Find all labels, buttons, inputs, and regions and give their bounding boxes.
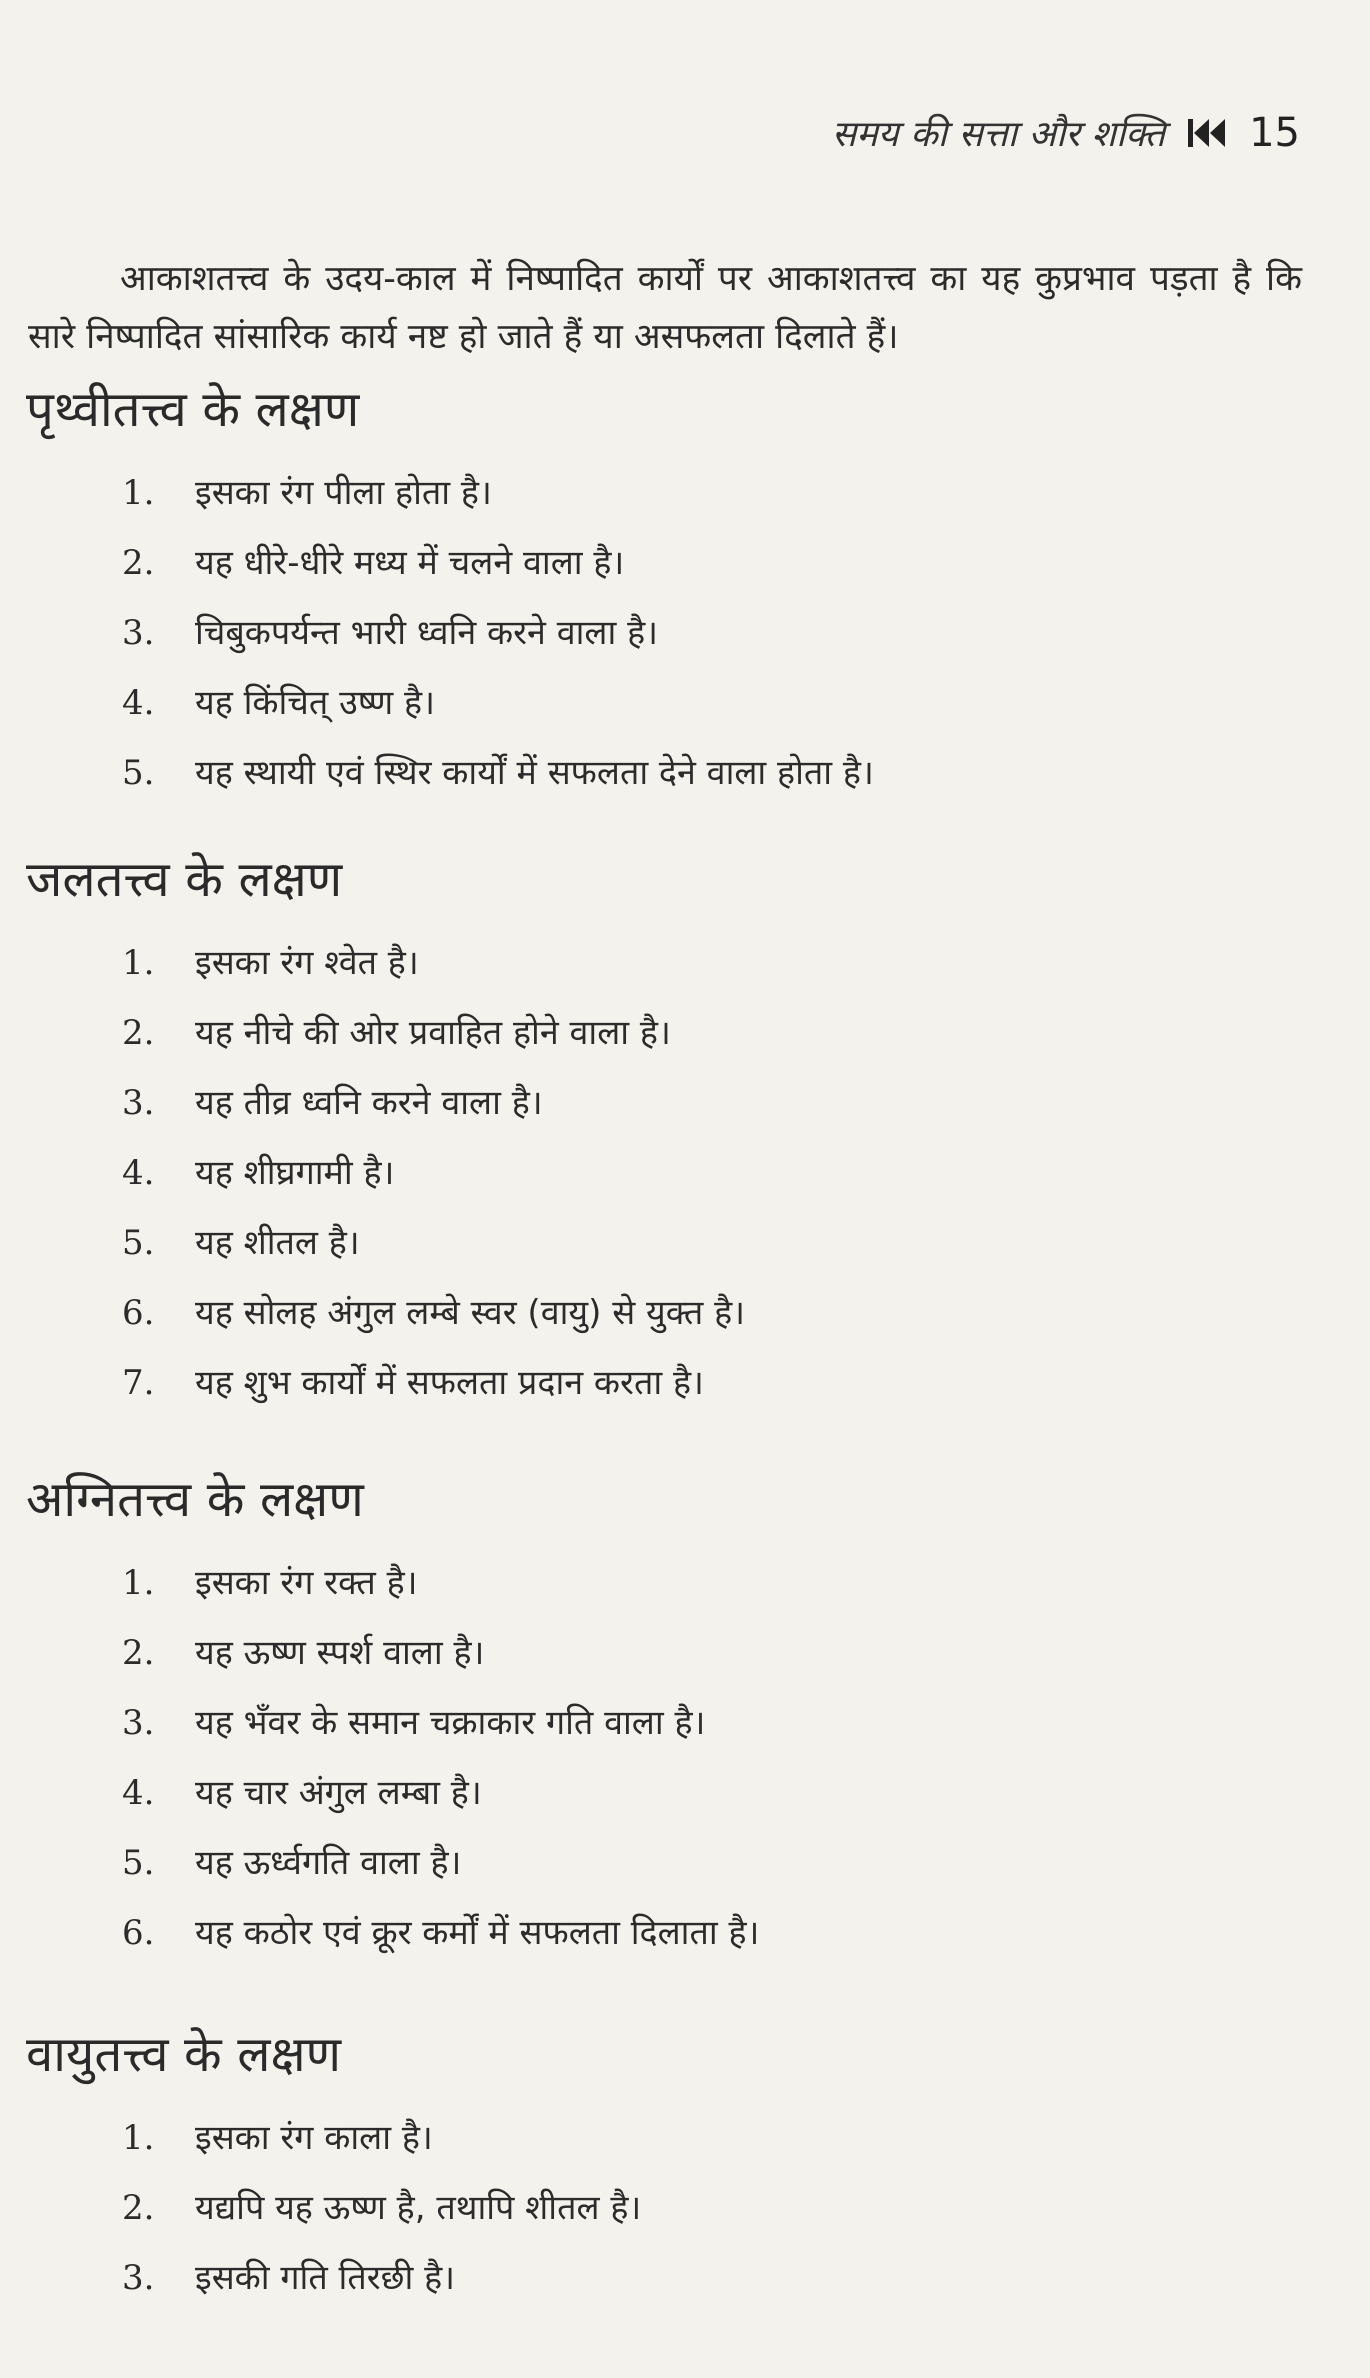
item-text: यह ऊष्ण स्पर्श वाला है। [195, 1633, 485, 1673]
item-number: 4. [122, 683, 155, 723]
item-text: यह नीचे की ओर प्रवाहित होने वाला है। [195, 1013, 671, 1053]
item-text: यह कठोर एवं क्रूर कर्मों में सफलता दिलाता है। [195, 1913, 760, 1953]
item-number: 4. [122, 1773, 155, 1813]
item-text: यह चार अंगुल लम्बा है। [195, 1773, 482, 1813]
item-number: 2. [122, 1633, 155, 1673]
section-title: वायुतत्त्व के लक्षण [26, 2026, 342, 2083]
item-number: 3. [122, 613, 155, 653]
item-text: इसका रंग रक्त है। [195, 1563, 418, 1603]
item-number: 2. [122, 1013, 155, 1053]
item-number: 4. [122, 1153, 155, 1193]
item-number: 2. [122, 2188, 155, 2228]
item-text: यह शीतल है। [195, 1223, 360, 1263]
item-text: यह भँवर के समान चक्राकार गति वाला है। [195, 1703, 706, 1743]
item-text: यह स्थायी एवं स्थिर कार्यों में सफलता देने वाला होता है। [195, 753, 874, 793]
section-title: जलतत्त्व के लक्षण [26, 851, 343, 908]
item-number: 3. [122, 1703, 155, 1743]
item-text: चिबुकपर्यन्त भारी ध्वनि करने वाला है। [195, 613, 659, 653]
item-text: यह सोलह अंगुल लम्बे स्वर (वायु) से युक्त है। [195, 1293, 746, 1333]
item-number: 3. [122, 1083, 155, 1123]
item-number: 3. [122, 2258, 155, 2298]
item-text: यह ऊर्ध्वगति वाला है। [195, 1843, 462, 1883]
running-title: समय की सत्ता और शक्ति [831, 114, 1166, 155]
rewind-icon [1187, 116, 1227, 150]
item-number: 1. [122, 473, 155, 513]
item-text: यह धीरे-धीरे मध्य में चलने वाला है। [195, 543, 625, 583]
item-text: यद्यपि यह ऊष्ण है, तथापि शीतल है। [195, 2188, 642, 2228]
item-text: यह शुभ कार्यों में सफलता प्रदान करता है। [195, 1363, 704, 1403]
item-number: 1. [122, 1563, 155, 1603]
item-number: 5. [122, 1223, 155, 1263]
item-number: 7. [122, 1363, 155, 1403]
section-title: अग्नितत्त्व के लक्षण [26, 1471, 364, 1528]
intro-paragraph: आकाशतत्त्व के उदय-काल में निष्पादित कार्यों पर आकाशतत्त्व का यह कुप्रभाव पड़ता है कि सारे निष्पादित सांसारिक कार्य नष्ट हो जाते हैं या असफलता दिलाते हैं। [28, 259, 1302, 357]
item-number: 6. [122, 1293, 155, 1333]
item-text: यह किंचित् उष्ण है। [195, 683, 435, 723]
section-title: पृथ्वीतत्त्व के लक्षण [26, 381, 360, 438]
item-text: इसकी गति तिरछी है। [195, 2258, 456, 2298]
item-number: 1. [122, 2118, 155, 2158]
item-number: 6. [122, 1913, 155, 1953]
item-number: 2. [122, 543, 155, 583]
item-text: इसका रंग पीला होता है। [195, 473, 492, 513]
item-number: 5. [122, 753, 155, 793]
running-header [832, 108, 1300, 157]
item-number: 5. [122, 1843, 155, 1883]
item-text: इसका रंग काला है। [195, 2118, 433, 2158]
page-number: 15 [1249, 109, 1300, 156]
item-text: इसका रंग श्वेत है। [195, 943, 419, 983]
item-text: यह तीव्र ध्वनि करने वाला है। [195, 1083, 543, 1123]
item-number: 1. [122, 943, 155, 983]
item-text: यह शीघ्रगामी है। [195, 1153, 395, 1193]
